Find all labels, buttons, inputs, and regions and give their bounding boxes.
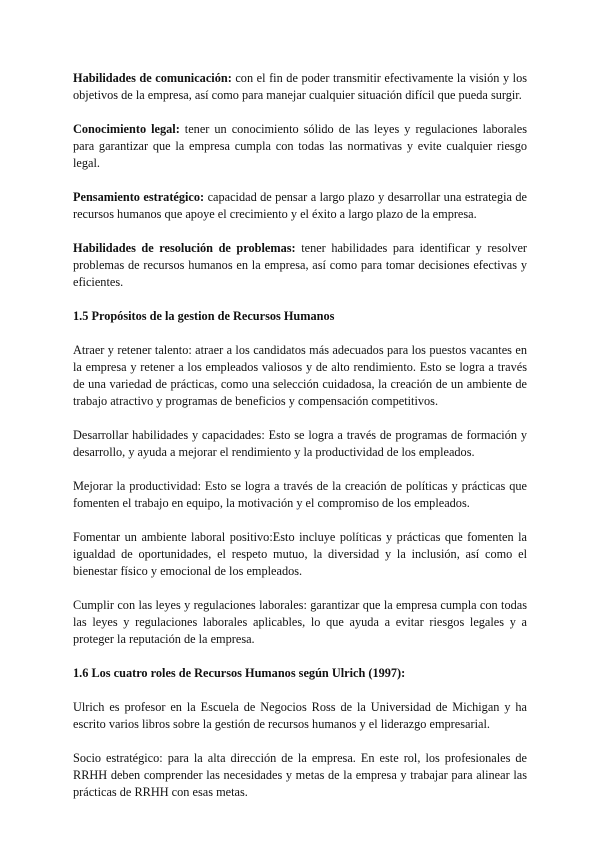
text-strategic-thinking: capacidad de pensar a largo plazo y desarrollar una estrategia de recursos humanos que apoye el crecimiento y el éxito a largo plazo de la empresa.	[73, 190, 528, 221]
paragraph-ulrich-intro: Ulrich es profesor en la Escuela de Negocios Ross de la Universidad de Michigan y ha escrito varios libros sobre la gestión de recursos humanos y el liderazgo empresarial.	[73, 700, 527, 731]
text-communication-skills: con el fin de poder transmitir efectivamente la visión y los objetivos de la empresa, así como para manejar cualquier situación difícil que pueda surgir.	[73, 71, 527, 102]
paragraph-problem-solving	[73, 240, 527, 291]
term-problem-solving: Habilidades de resolución de problemas:	[73, 241, 296, 255]
paragraph-improve-productivity: Mejorar la productividad: Esto se logra a través de la creación de políticas y prácticas que fomenten el trabajo en equipo, la motivación y el compromiso de los empleados.	[73, 479, 527, 510]
paragraph-strategic-partner: Socio estratégico: para la alta dirección de la empresa. En este rol, los profesionales de RRHH deben comprender las necesidades y metas de la empresa y trabajar para alinear las prácticas de RRHH con esas metas.	[73, 751, 527, 799]
paragraph-develop-skills: Desarrollar habilidades y capacidades: Esto se logra a través de programas de formación y desarrollo, y ayuda a mejorar el rendimiento y la productividad de los empleados.	[73, 428, 527, 459]
section-heading-1-5: 1.5 Propósitos de la gestion de Recursos Humanos	[73, 309, 335, 323]
paragraph-positive-environment: Fomentar un ambiente laboral positivo:Esto incluye políticas y prácticas que fomenten la igualdad de oportunidades, el respeto mutuo, la diversidad y la inclusión, así como el bienestar físico y emocional de los empleados.	[73, 530, 527, 578]
term-strategic-thinking: Pensamiento estratégico:	[73, 190, 205, 204]
paragraph-attract-talent: Atraer y retener talento: atraer a los candidatos más adecuados para los puestos vacantes en la empresa y retener a los empleados valiosos y de alto rendimiento. Esto se logra a través de una variedad de prácticas, como una selección cuidadosa, la creación de un ambiente de trabajo atractivo y programas de beneficios y compensación competitivos.	[73, 343, 527, 408]
paragraph-communication-skills	[73, 70, 527, 104]
term-legal-knowledge: Conocimiento legal:	[73, 122, 180, 136]
text-problem-solving: tener habilidades para identificar y resolver problemas de recursos humanos en la empresa, así como para tomar decisiones efectivas y eficientes.	[73, 241, 527, 289]
paragraph-comply-laws: Cumplir con las leyes y regulaciones laborales: garantizar que la empresa cumpla con todas las leyes y regulaciones laborales aplicables, lo que ayuda a evitar riesgos legales y a proteger la reputación de la empresa.	[73, 598, 527, 646]
paragraph-legal-knowledge	[73, 121, 527, 172]
text-legal-knowledge: tener un conocimiento sólido de las leyes y regulaciones laborales para garantizar que la empresa cumpla con todas las normativas y evite cualquier riesgo legal.	[73, 122, 527, 170]
paragraph-strategic-thinking	[73, 189, 527, 223]
section-heading-1-6: 1.6 Los cuatro roles de Recursos Humanos según Ulrich (1997):	[73, 666, 406, 680]
term-communication-skills: Habilidades de comunicación:	[73, 71, 232, 85]
